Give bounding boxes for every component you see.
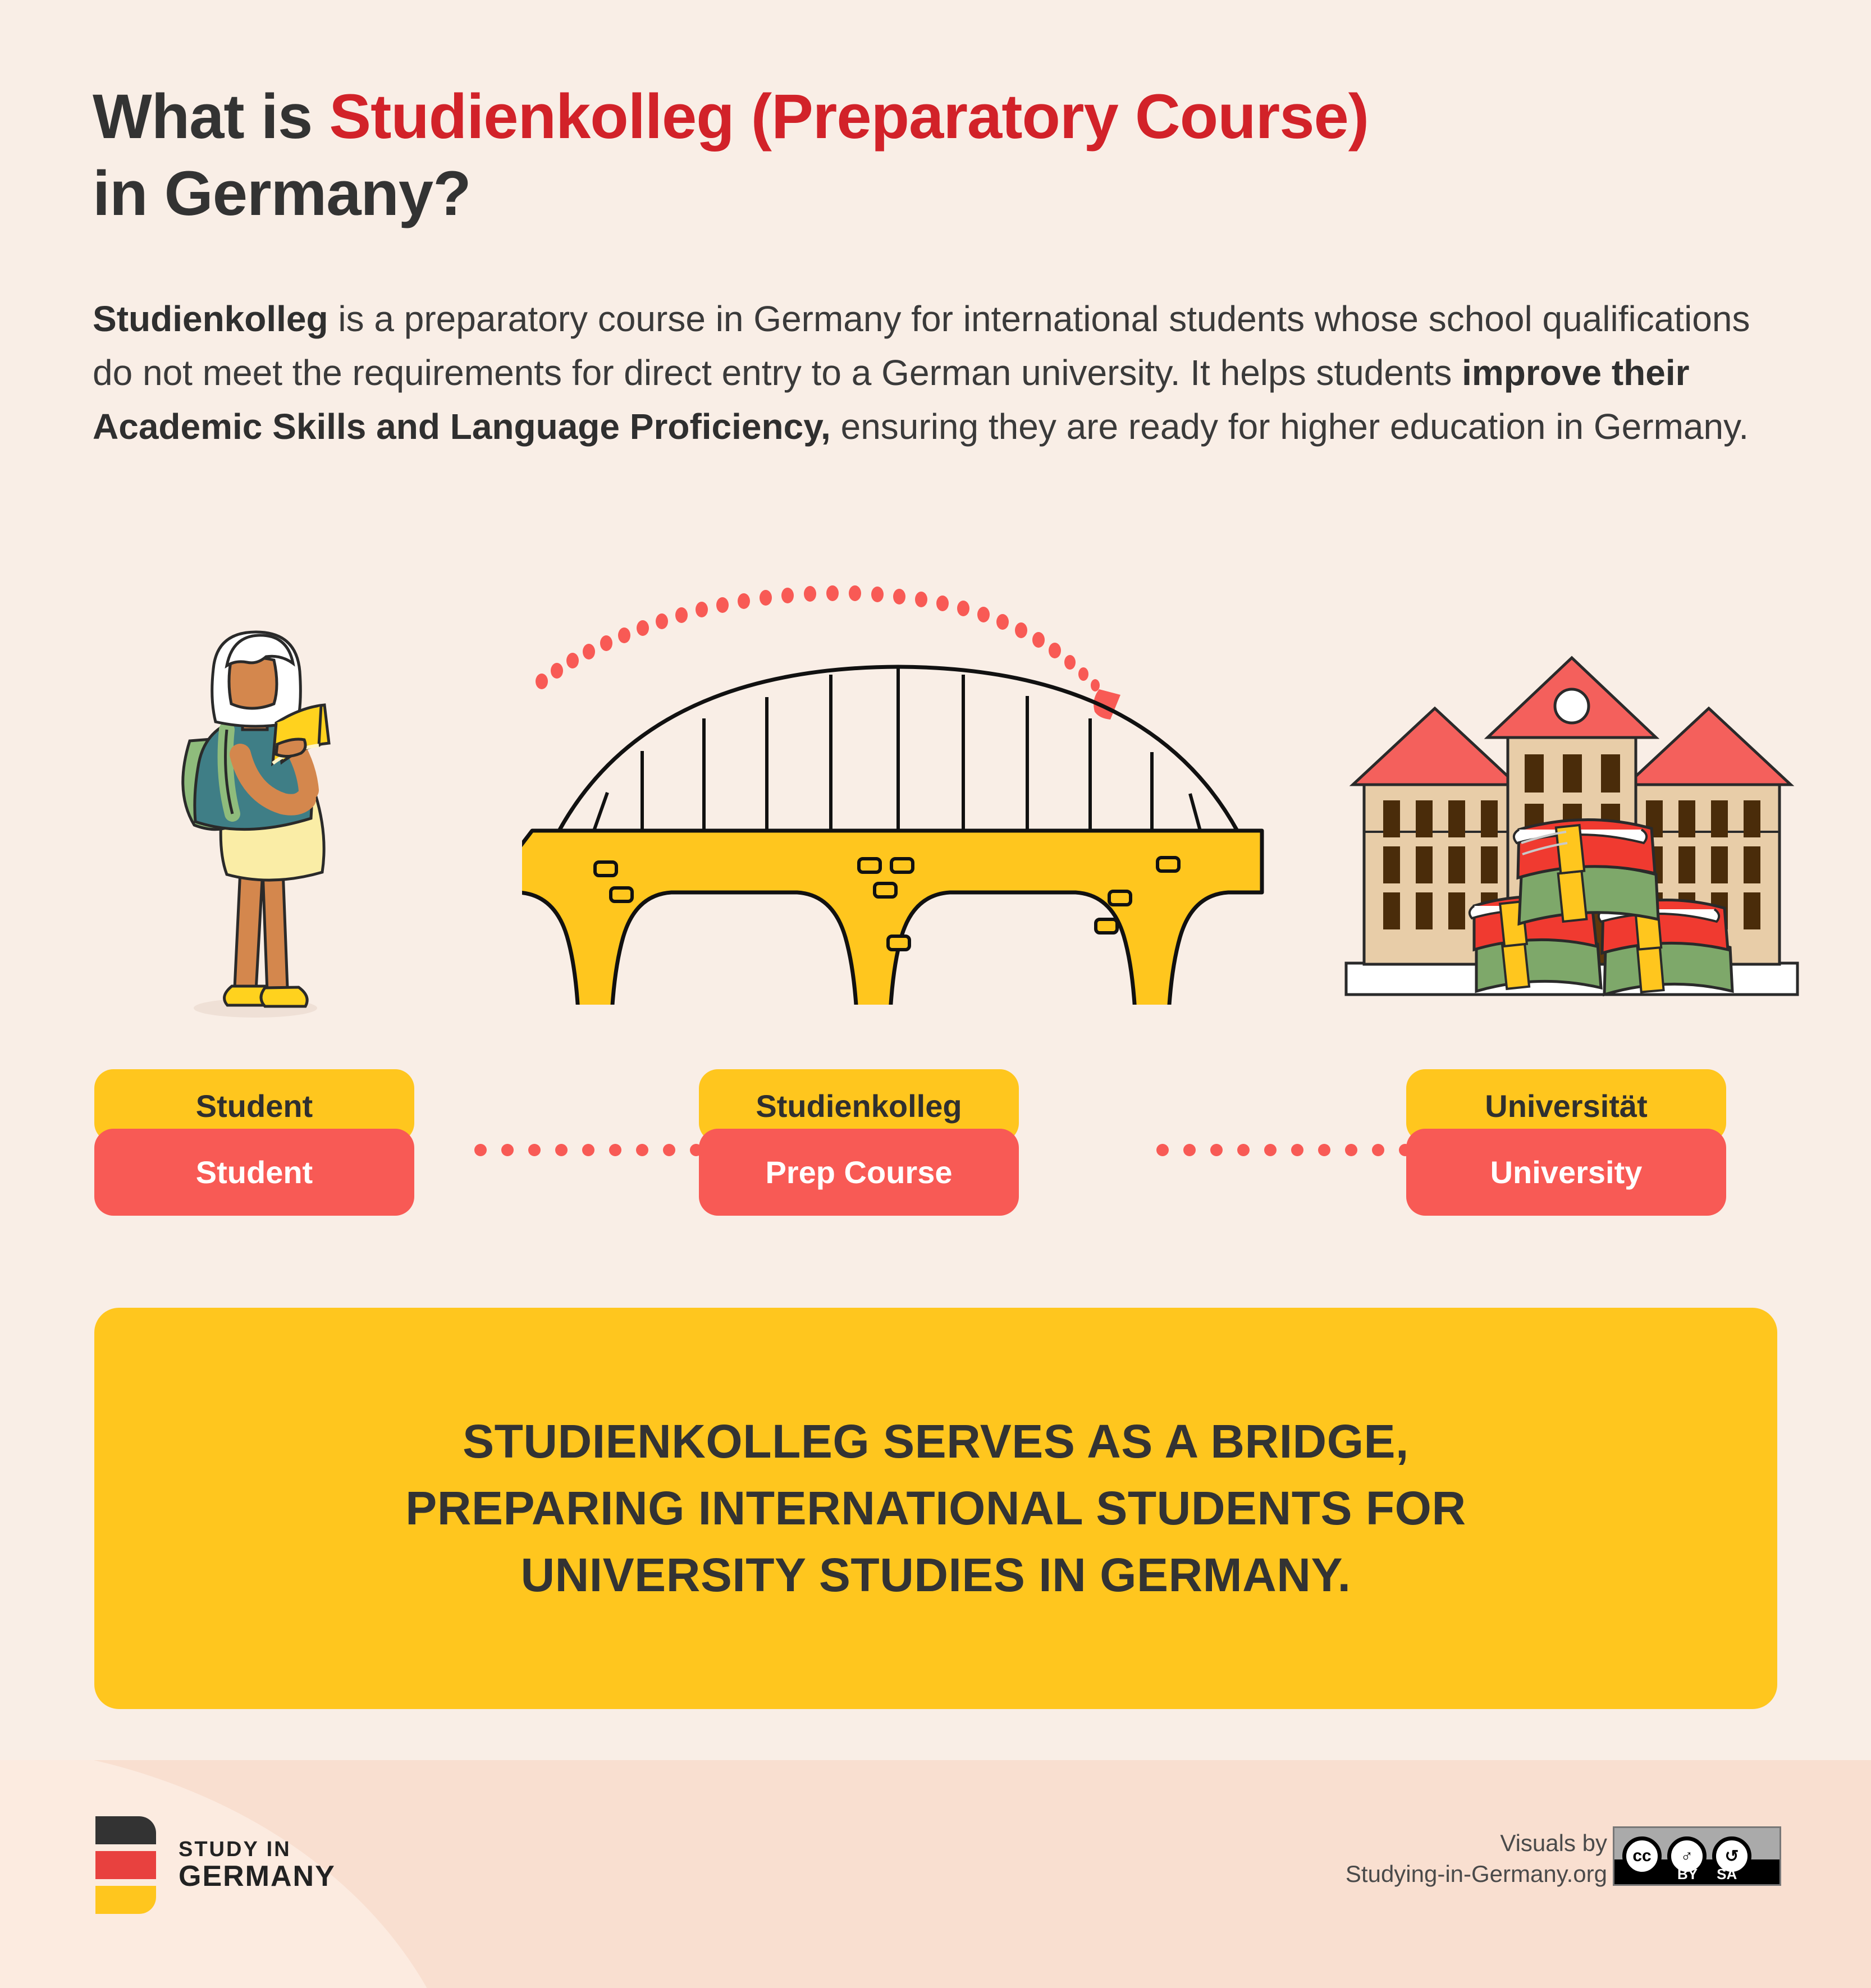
title-part-2: in Germany? bbox=[93, 158, 471, 228]
arrow-dot bbox=[1372, 1144, 1384, 1156]
flow-card-german-label: Student bbox=[94, 1069, 414, 1142]
banner-line-2: PREPARING INTERNATIONAL STUDENTS FOR bbox=[405, 1481, 1466, 1534]
credit-line-2: Studying-in-Germany.org bbox=[1345, 1861, 1607, 1888]
intro-text-2: ensuring they are ready for higher education in Germany. bbox=[830, 406, 1749, 447]
arrow-dot bbox=[1237, 1144, 1250, 1156]
study-in-germany-logo[interactable] bbox=[95, 1816, 336, 1914]
cc-by-icon: ♂ bbox=[1667, 1836, 1707, 1876]
flow-card-student[interactable] bbox=[94, 1069, 414, 1216]
arrow-dot bbox=[474, 1144, 487, 1156]
flow-card-english-label: Prep Course bbox=[699, 1129, 1019, 1216]
intro-text-1: is a preparatory course in Germany for international students whose school qualifications do not meet the requirements for direct entry to a German university. It helps students bbox=[93, 299, 1750, 393]
flow-card-german-label: Universität bbox=[1406, 1069, 1726, 1142]
arrow-dot bbox=[609, 1144, 621, 1156]
cc-sa-label: SA bbox=[1717, 1866, 1737, 1882]
arc-arrow-icon bbox=[536, 585, 1120, 720]
arrow-dot bbox=[1210, 1144, 1223, 1156]
student-illustration bbox=[157, 629, 348, 1022]
logo-line-1: STUDY IN bbox=[179, 1838, 291, 1862]
bridge-illustration bbox=[522, 556, 1274, 1005]
intro-bold-2: improve their Academic Skills and Language Proficiency, bbox=[93, 352, 1690, 447]
banner-line-1: STUDIENKOLLEG SERVES AS A BRIDGE, bbox=[463, 1414, 1409, 1468]
arrow-dot bbox=[1345, 1144, 1357, 1156]
arrow-dot bbox=[582, 1144, 594, 1156]
cc-icon: cc bbox=[1622, 1836, 1662, 1876]
arrow-dot bbox=[636, 1144, 648, 1156]
flow-card-english-label: University bbox=[1406, 1129, 1726, 1216]
arrow-dot bbox=[1264, 1144, 1277, 1156]
title-part-1: What is bbox=[93, 81, 330, 152]
cc-sa-icon: ↺ bbox=[1712, 1836, 1751, 1876]
flow-card-studienkolleg[interactable] bbox=[699, 1069, 1019, 1216]
arrow-dot bbox=[501, 1144, 514, 1156]
arrow-dot bbox=[555, 1144, 568, 1156]
creative-commons-badge bbox=[1613, 1826, 1781, 1886]
arrow-dot bbox=[663, 1144, 675, 1156]
arrow-dot bbox=[528, 1144, 541, 1156]
page-title bbox=[93, 79, 1608, 232]
intro-paragraph bbox=[93, 292, 1754, 454]
arrow-dot bbox=[1318, 1144, 1330, 1156]
university-illustration bbox=[1336, 634, 1808, 1027]
credit-text bbox=[1346, 1827, 1607, 1890]
cc-by-label: BY bbox=[1677, 1866, 1698, 1882]
arrow-dot bbox=[1156, 1144, 1169, 1156]
summary-banner bbox=[94, 1308, 1777, 1709]
illustration-row bbox=[0, 539, 1871, 1044]
logo-line-2: GERMANY bbox=[179, 1859, 336, 1893]
arrow-dot bbox=[1291, 1144, 1303, 1156]
summary-banner-text bbox=[338, 1408, 1533, 1609]
flow-card-english-label: Student bbox=[94, 1129, 414, 1216]
title-highlight: Studienkolleg (Preparatory Course) bbox=[329, 81, 1369, 152]
flow-card-university[interactable] bbox=[1406, 1069, 1726, 1216]
arrow-dot bbox=[1183, 1144, 1196, 1156]
banner-line-3: UNIVERSITY STUDIES IN GERMANY. bbox=[520, 1549, 1351, 1602]
page-footer bbox=[0, 1760, 1871, 1988]
german-flag-icon bbox=[95, 1816, 156, 1914]
credit-line-1: Visuals by bbox=[1500, 1830, 1607, 1856]
intro-bold-1: Studienkolleg bbox=[93, 299, 328, 339]
flow-cards-row bbox=[0, 1069, 1871, 1260]
flow-card-german-label: Studienkolleg bbox=[699, 1069, 1019, 1142]
page-header bbox=[93, 79, 1608, 232]
